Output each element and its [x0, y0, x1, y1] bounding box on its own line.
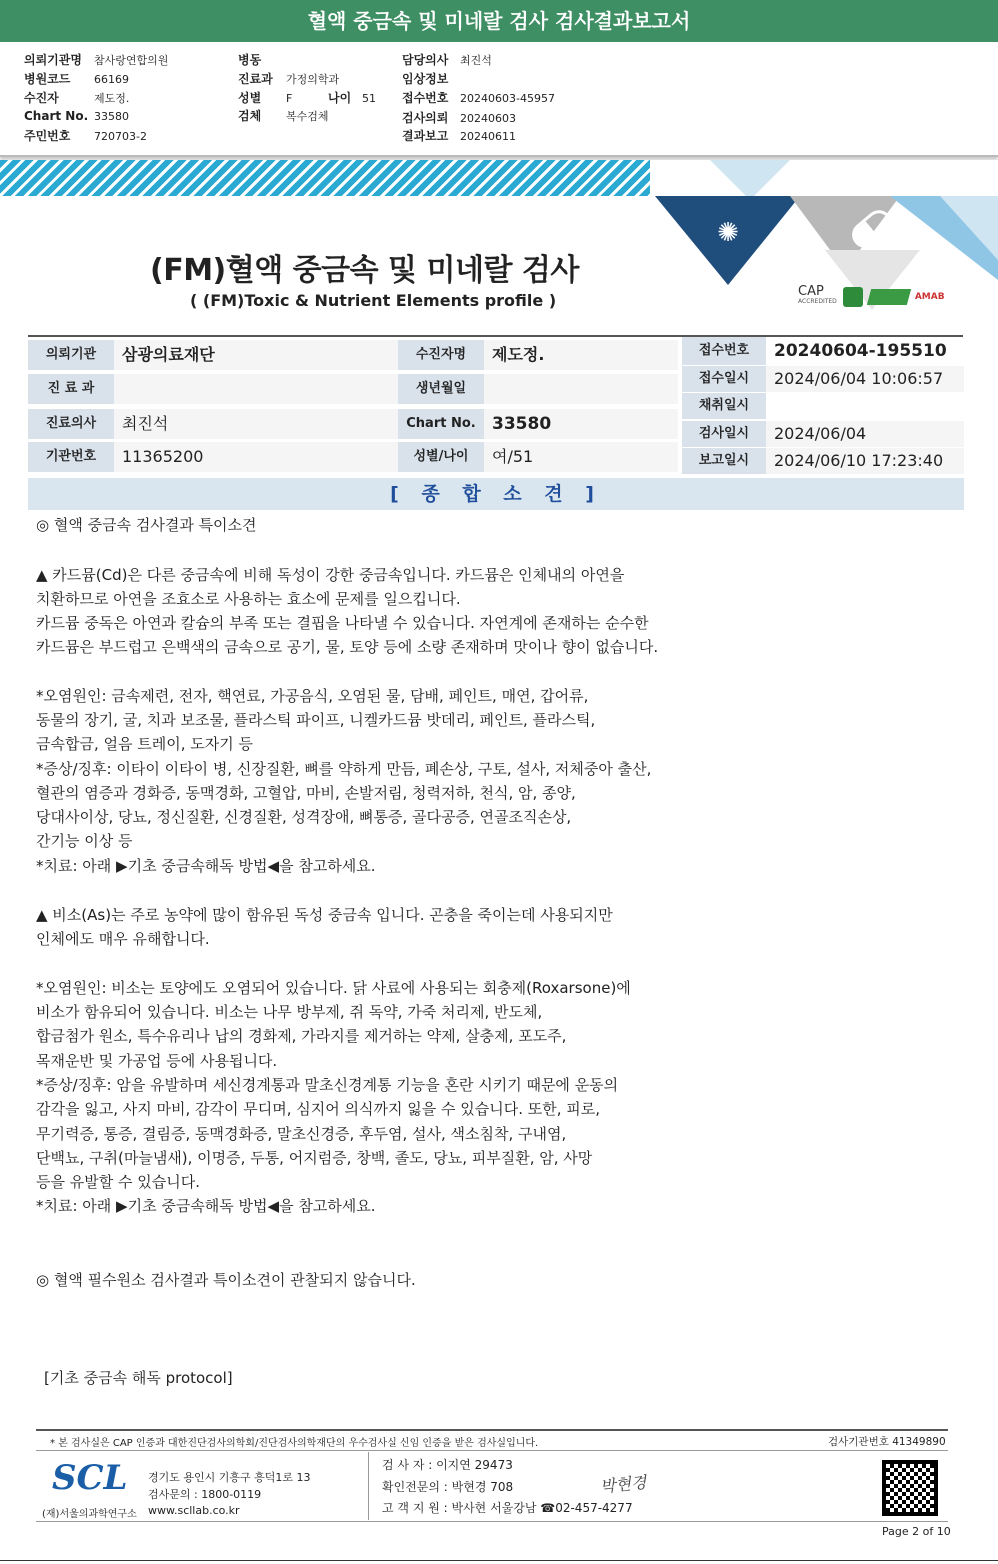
- top-info-row: 접수번호 20240603-45957: [402, 91, 555, 105]
- body-line: 단백뇨, 구취(마늘냄새), 이명증, 두통, 어지럼증, 창백, 졸도, 당뇨, 피부질환, 암, 사망: [36, 1149, 593, 1167]
- cell-label: 검사일시: [682, 421, 766, 447]
- top-info-row: 주민번호 720703-2: [24, 129, 147, 143]
- report-subtitle: ( (FM)Toxic & Nutrient Elements profile ): [190, 291, 557, 310]
- body-line: *치료: 아래 ▶기초 중금속해독 방법◀을 참고하세요.: [36, 857, 376, 875]
- footer-divider: [36, 1450, 948, 1451]
- body-line: ▲ 카드뮴(Cd)은 다른 중금속에 비해 독성이 강한 중금속입니다. 카드뮴은 인체내의 아연을: [36, 566, 625, 584]
- certification-logos: [798, 284, 945, 310]
- body-line: 간기능 이상 등: [36, 832, 133, 850]
- body-line: 당대사이상, 당뇨, 정신질환, 신경질환, 성격장애, 뼈통증, 골다공증, 연골조직손상,: [36, 808, 572, 826]
- cell-label: 진료의사: [28, 409, 114, 439]
- scl-logo: SCL: [52, 1458, 128, 1498]
- lab-website[interactable]: www.scllab.co.kr: [148, 1504, 240, 1517]
- body-line: 감각을 잃고, 사지 마비, 감각이 무디며, 심지어 의식까지 잃을 수 있습니다. 또한, 피로,: [36, 1100, 600, 1118]
- cell-value: 2024/06/10 17:23:40: [766, 448, 964, 474]
- body-line: 카드뮴 중독은 아연과 칼슘의 부족 또는 결핍을 나타낼 수 있습니다. 자연계에 존재하는 순수한: [36, 614, 649, 632]
- lab-phone: 검사문의 : 1800-0119: [148, 1488, 262, 1501]
- cell-label: 보고일시: [682, 448, 766, 474]
- cell-label: 의뢰기관: [28, 340, 114, 370]
- cell-value: 최진석: [114, 409, 398, 439]
- cell-value: [766, 393, 964, 419]
- top-info-row: 담당의사 최진석: [402, 53, 492, 67]
- cell-label: 기관번호: [28, 442, 114, 472]
- cell-value: 2024/06/04 10:06:57: [766, 366, 964, 392]
- body-line: 무기력증, 통증, 결림증, 동맥경화증, 말초신경증, 후두염, 설사, 색소침착, 구내염,: [36, 1125, 567, 1143]
- body-line: 혈관의 염증과 경화증, 동맥경화, 고혈압, 마비, 손발저림, 청력저하, 천식, 암, 종양,: [36, 784, 576, 802]
- report-header-bar: 혈액 중금속 및 미네랄 검사 검사결과보고서: [0, 0, 998, 42]
- body-line: 비소가 함유되어 있습니다. 비소는 나무 방부제, 쥐 독약, 가죽 처리제, 반도체,: [36, 1003, 543, 1021]
- body-line: *오염원인: 비소는 토양에도 오염되어 있습니다. 닭 사료에 사용되는 회충제(Roxarsone)에: [36, 979, 631, 997]
- lab-address: 경기도 용인시 기흥구 흥덕1로 13: [148, 1471, 311, 1484]
- brain-icon: ✺: [717, 218, 739, 248]
- cell-label: 채취일시: [682, 393, 766, 419]
- cell-value: 11365200: [114, 442, 398, 472]
- top-info-row: 수진자 제도정.: [24, 91, 130, 105]
- footer-divider: [36, 1429, 948, 1431]
- cap-logo: CAP ACCREDITED: [798, 284, 837, 305]
- cell-value: 여/51: [484, 442, 678, 472]
- footer-notice: * 본 검사실은 CAP 인증과 대한진단검사의학회/진단검사의학재단의 우수검사실 신임 인증을 받은 검사실입니다.: [50, 1438, 539, 1449]
- protocol-heading: [기초 중금속 해독 protocol]: [44, 1369, 233, 1387]
- cell-value: [484, 374, 678, 404]
- cell-value: 20240604-195510: [774, 341, 947, 361]
- lab-number: 검사기관번호 41349890: [828, 1436, 946, 1448]
- body-line: 금속합금, 얼음 트레이, 도자기 등: [36, 735, 253, 753]
- cell-value: 33580: [484, 409, 678, 439]
- lm-logo: [843, 287, 863, 307]
- cell-label: 접수번호: [682, 337, 766, 365]
- page-number: Page 2 of 10: [882, 1525, 951, 1538]
- body-line: *증상/징후: 이타이 이타이 병, 신장질환, 뼈를 약하게 만듬, 폐손상, 구토, 설사, 저체중아 출산,: [36, 760, 652, 778]
- cell-label: Chart No.: [398, 409, 484, 439]
- top-info-row: Chart No. 33580: [24, 109, 129, 123]
- top-info-block: [0, 42, 998, 157]
- cell-label: 접수일시: [682, 366, 766, 392]
- customer-support: 고 객 지 원 : 박사현 서울강남 ☎02-457-4277: [382, 1501, 633, 1515]
- body-line: ▲ 비소(As)는 주로 농약에 많이 함유된 독성 중금속 입니다. 곤충을 죽이는데 사용되지만: [36, 906, 613, 924]
- top-info-row: 병원코드 66169: [24, 72, 129, 86]
- body-line: *치료: 아래 ▶기초 중금속해독 방법◀을 참고하세요.: [36, 1197, 376, 1215]
- signature: 박현경: [599, 1472, 648, 1497]
- top-info-row: 결과보고 20240611: [402, 129, 516, 143]
- page-bottom-border: [0, 1560, 998, 1561]
- top-info-row: 의뢰기관명 참사랑연합의원: [24, 53, 169, 67]
- cell-label: 성별/나이: [398, 442, 484, 472]
- cell-label: 생년월일: [398, 374, 484, 404]
- scl-logo-subtitle: (재)서울의과학연구소: [42, 1509, 137, 1520]
- body-line: 치환하므로 아연을 조효소로 사용하는 효소에 문제를 일으킵니다.: [36, 590, 461, 608]
- body-line: 인체에도 매우 유해합니다.: [36, 930, 210, 948]
- cell-value: 삼광의료재단: [114, 340, 398, 370]
- qr-code-icon: [882, 1460, 938, 1516]
- finding-heading: ◎ 혈액 중금속 검사결과 특이소견: [36, 516, 257, 534]
- top-info-row: 검사의뢰 20240603: [402, 111, 516, 125]
- cell-label: 수진자명: [398, 340, 484, 370]
- body-line: 카드뮴은 부드럽고 은백색의 금속으로 공기, 물, 토양 등에 소량 존재하며 맛이나 향이 없습니다.: [36, 638, 659, 656]
- cell-label: 진 료 과: [28, 374, 114, 404]
- top-info-row: 병동: [238, 53, 262, 67]
- body-line: *오염원인: 금속제련, 전자, 핵연료, 가공음식, 오염된 물, 담배, 페인트, 매연, 갑어류,: [36, 687, 589, 705]
- footer-separator: [368, 1452, 369, 1520]
- cell-value: 2024/06/04: [766, 421, 964, 447]
- body-line: 목재운반 및 가공업 등에 사용됩니다.: [36, 1052, 278, 1070]
- body-line: 등을 유발할 수 있습니다.: [36, 1173, 200, 1191]
- cell-value: 제도정.: [484, 340, 678, 370]
- body-line: *증상/징후: 암을 유발하며 세신경계통과 말초신경계통 기능을 혼란 시키기 때문에 운동의: [36, 1076, 619, 1094]
- finding-heading: ◎ 혈액 필수원소 검사결과 특이소견이 관찰되지 않습니다.: [36, 1271, 416, 1289]
- body-line: 합금첨가 원소, 특수유리나 납의 경화제, 가라지를 제거하는 약제, 살충제, 포도주,: [36, 1027, 567, 1045]
- footer-divider: [36, 1521, 948, 1522]
- examiner: 검 사 자 : 이지연 29473: [382, 1458, 513, 1472]
- top-info-row: 검체 복수검체: [238, 109, 329, 123]
- amab-logo: AMAB: [914, 292, 945, 302]
- eqa-logo: [867, 289, 911, 305]
- top-info-row: 임상정보: [402, 72, 449, 86]
- top-info-row: 진료과 가정의학과: [238, 72, 340, 86]
- top-info-row: 성별 F 나이 51: [238, 91, 376, 105]
- body-line: 동물의 장기, 굴, 치과 보조물, 플라스틱 파이프, 니켈카드뮴 밧데리, 페인트, 플라스틱,: [36, 711, 596, 729]
- specialist: 확인전문의 : 박현경 708: [382, 1480, 514, 1494]
- report-title: (FM)혈액 중금속 및 미네랄 검사: [150, 253, 579, 288]
- cell-value: [114, 374, 398, 404]
- summary-header: [ 종 합 소 견 ]: [28, 478, 964, 510]
